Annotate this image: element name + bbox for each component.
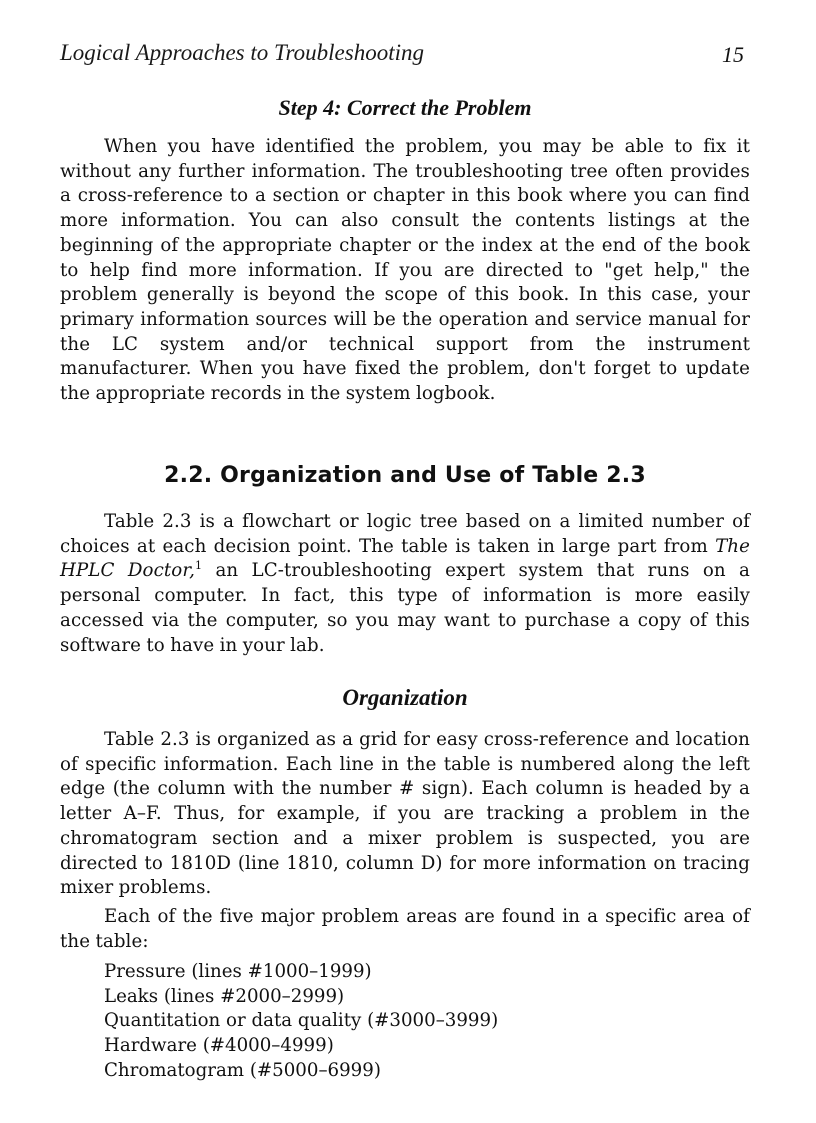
page-number: 15	[722, 42, 744, 67]
paragraph-correct-problem: When you have identified the problem, you may be able to fix it without any further information. The troubleshooting tree often provides a cross-reference to a section or chapter in this book where you can find more information. You can also consult the contents listings at the beginning of the appropriate chapter or the index at the end of the book to help find more information. If you are directed to "get help," the problem generally is beyond the scope of this book. In this case, your primary information sources will be the operation and service manual for the LC system and/or technical support from the instrument manufacturer. When you have fixed the problem, don't forget to update the appropriate records in the system logbook.	[60, 136, 750, 405]
list-item: Quantitation or data quality (#3000–3999)	[104, 1010, 499, 1032]
list-item: Pressure (lines #1000–1999)	[104, 961, 372, 982]
problem-areas-list	[104, 960, 498, 1084]
book-title-hplc-doctor: The HPLC Doctor,	[60, 535, 750, 582]
step-heading: Step 4: Correct the Problem	[278, 95, 532, 120]
list-item: Chromatogram (#5000–6999)	[104, 1059, 381, 1081]
organization-subheading: Organization	[342, 685, 468, 710]
paragraph-organization: Table 2.3 is organized as a grid for easy cross-reference and location of specific information. Each line in the table is numbered along the left edge (the column with the number # sign). Each column is headed by a letter A–F. Thus, for example, if you are tracking a problem in the chromatogram section and a mixer problem is suspected, you are directed to 1810D (line 1810, column D) for more information on tracing mixer problems.	[60, 729, 750, 899]
list-item: Hardware (#4000–4999)	[104, 1035, 334, 1057]
paragraph-table-intro	[60, 510, 750, 658]
table-intro-text-after: an LC-troubleshooting expert system that runs on a personal computer. In fact, this type of information is more easily accessed via the computer, so you may want to purchase a copy of this software to have in your lab.	[60, 560, 751, 656]
section-heading: 2.2. Organization and Use of Table 2.3	[164, 463, 646, 488]
footnote-marker: 1	[195, 559, 203, 573]
running-head-title: Logical Approaches to Troubleshooting	[60, 40, 424, 65]
paragraph-areas-intro: Each of the five major problem areas are found in a specific area of the table:	[60, 906, 750, 952]
table-intro-text-before: Table 2.3 is a flowchart or logic tree based on a limited number of choices at each decision point. The table is taken in large part from	[60, 511, 750, 557]
list-item: Leaks (lines #2000–2999)	[104, 985, 345, 1007]
